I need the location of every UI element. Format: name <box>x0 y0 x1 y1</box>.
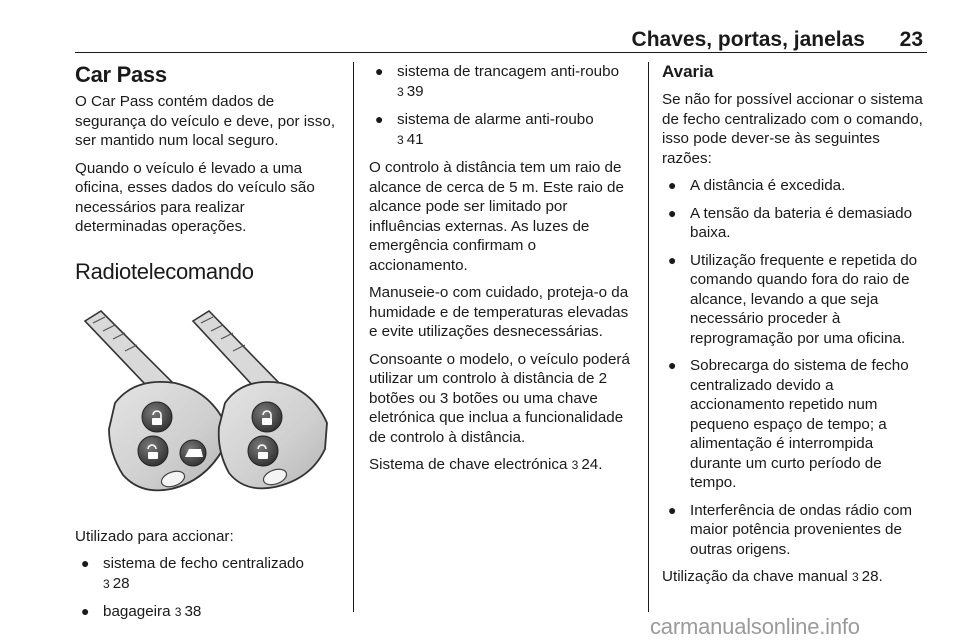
model-paragraph: Consoante o modelo, o veículo poderá utilizar um controlo à distância de 2 botões ou 3 botões ou uma chave eletrónica que inclua a funcionalidade de controlo à distância. <box>369 350 630 446</box>
avaria-intro: Se não for possível accionar o sistema de fecho centralizado com o comando, isso pode dever-se às seguintes razões: <box>662 91 923 167</box>
car-pass-para-2: Quando o veículo é levado a uma oficina, esses dados do veículo são necessários para realizar determinadas operações. <box>75 159 315 235</box>
radiotelecomando-heading: Radiotelecomando <box>75 258 254 284</box>
reference-arrow-icon: 3 <box>571 458 579 472</box>
usage-intro: Utilizado para accionar: <box>75 527 234 545</box>
column-divider-1 <box>353 62 354 612</box>
function-list-continued <box>369 62 635 150</box>
page-ref-link[interactable]: 24. <box>581 456 603 473</box>
care-paragraph: Manuseie-o com cuidado, proteja-o da humidade e de temperaturas elevadas e evite utilizações desnecessárias. <box>369 284 629 340</box>
list-item: ● A tensão da bateria é demasiado baixa. <box>668 204 913 241</box>
column-2 <box>369 62 635 484</box>
page-ref-link[interactable]: 28. <box>861 568 883 585</box>
list-item: ● A distância é excedida. <box>668 177 846 194</box>
page-number: 23 <box>899 28 923 51</box>
reference-arrow-icon: 3 <box>851 570 859 584</box>
watermark: carmanualsonline.info <box>650 614 860 639</box>
car-pass-para-1: O Car Pass contém dados de segurança do veículo e deve, por isso, ser mantido num local seguro. <box>75 93 336 149</box>
list-item: ● sistema de fecho centralizado 3 28 <box>81 555 304 592</box>
reference-arrow-icon: 3 <box>397 132 404 147</box>
unlock-button-icon <box>248 436 278 466</box>
section-title: Chaves, portas, janelas <box>631 28 865 51</box>
list-item: ● Utilização frequente e repetida do comando quando fora do raio de alcance, levando a que seja necessário proceder à reprogramação por uma oficina. <box>668 251 918 347</box>
reference-arrow-icon: 3 <box>174 605 182 619</box>
column-1 <box>75 62 337 631</box>
page-ref-link[interactable]: 28 <box>112 574 130 592</box>
avaria-heading: Avaria <box>662 62 714 81</box>
page-ref-link[interactable]: 39 <box>406 82 424 100</box>
range-paragraph: O controlo à distância tem um raio de alcance de cerca de 5 m. Este raio de alcance pode ser limitado por influências externas. As luzes de emergência confirmam o accionamento. <box>369 159 624 274</box>
list-item: ● bagageira 3 38 <box>81 603 202 620</box>
list-item: ● sistema de trancagem anti-roubo 3 39 <box>375 63 620 100</box>
remote-keys-illustration <box>75 303 337 513</box>
lock-button-icon <box>142 402 172 432</box>
column-divider-2 <box>648 62 649 612</box>
page-ref-link[interactable]: 41 <box>406 130 424 148</box>
reference-arrow-icon: 3 <box>103 576 110 591</box>
car-pass-heading: Car Pass <box>75 62 167 87</box>
reference-arrow-icon: 3 <box>397 84 404 99</box>
electronic-key-reference: Sistema de chave electrónica 3 24. <box>369 456 603 473</box>
page-ref-link[interactable]: 38 <box>184 603 202 620</box>
remote-fob-3-button <box>109 381 225 490</box>
list-item: ● Sobrecarga do sistema de fecho centralizado devido a accionamento repetido num pequeno espaço de tempo; a alimentação é interrompida durante um curto período de tempo. <box>668 357 909 491</box>
unlock-button-icon <box>138 436 168 466</box>
list-item: ● sistema de alarme anti-roubo 3 41 <box>375 111 594 148</box>
remote-fob-2-button <box>219 381 327 488</box>
usage-list <box>75 554 337 623</box>
page-header <box>75 28 927 53</box>
fault-causes-list <box>662 176 928 559</box>
lock-button-icon <box>252 402 282 432</box>
manual-key-reference: Utilização da chave manual 3 28. <box>662 568 883 585</box>
column-3 <box>662 62 928 596</box>
list-item: ● Interferência de ondas rádio com maior potência provenientes de outras origens. <box>668 501 913 558</box>
